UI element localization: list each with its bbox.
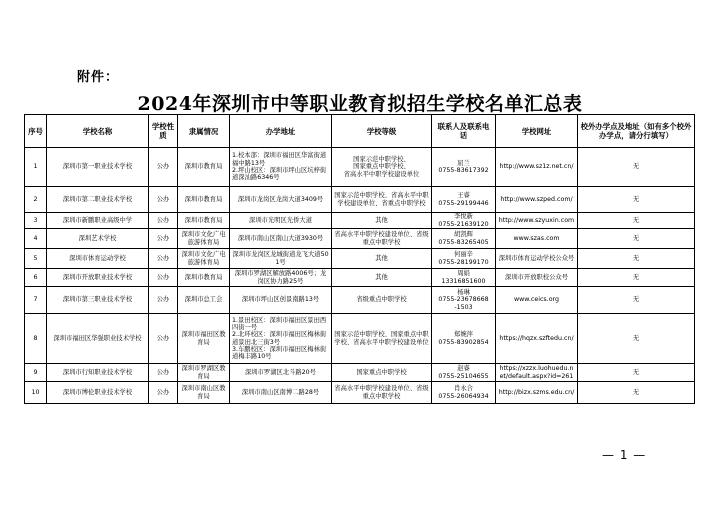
- school-level: 省高水平中职学校建设单位、省级重点中职学校: [332, 229, 432, 249]
- school-website[interactable]: www.ceics.org: [496, 287, 578, 314]
- school-nature: 公办: [149, 249, 178, 269]
- school-website[interactable]: http://www.szyuxin.com: [496, 213, 578, 229]
- school-website[interactable]: 深圳市体育运动学校公众号: [496, 249, 578, 269]
- school-address: 深圳市龙岗区龙岗大道3409号: [230, 187, 332, 213]
- school-address: 深圳市罗湖区北斗路20号: [230, 364, 332, 382]
- row-number: 9: [25, 364, 47, 382]
- table-row: [25, 269, 695, 287]
- affiliation: 深圳市南山区教育局: [178, 382, 230, 404]
- school-name: 深圳市新鹏职业高级中学: [47, 213, 149, 229]
- table-row: [25, 314, 695, 364]
- contact-info: 肖永合 0755-26064934: [432, 382, 496, 404]
- school-level: 国家示范中职学校、 国家重点中职学校、 省高水平中职学校建设单位: [332, 148, 432, 187]
- school-website[interactable]: http://bizx.szms.edu.cn/: [496, 382, 578, 404]
- row-number: 3: [25, 213, 47, 229]
- affiliation: 深圳市教育局: [178, 148, 230, 187]
- header-school-name: 学校名称: [47, 115, 149, 148]
- school-website[interactable]: http://www.sz1z.net.cn/: [496, 148, 578, 187]
- school-level: 其他: [332, 213, 432, 229]
- attachment-label: 附件：: [77, 70, 120, 85]
- row-number: 4: [25, 229, 47, 249]
- table-row: [25, 364, 695, 382]
- contact-info: 周娟 13316851600: [432, 269, 496, 287]
- contact-info: 屈兰 0755-83617392: [432, 148, 496, 187]
- offsite-location: 无: [578, 287, 695, 314]
- school-website[interactable]: www.szas.com: [496, 229, 578, 249]
- affiliation: 深圳市文化广电旅游体育局: [178, 229, 230, 249]
- school-level: 省高水平中职学校建设单位、省级重点中职学校: [332, 382, 432, 404]
- offsite-location: 无: [578, 314, 695, 364]
- school-name: 深圳艺术学校: [47, 229, 149, 249]
- table-row: [25, 148, 695, 187]
- contact-info: 王睿 0755-29199446: [432, 187, 496, 213]
- school-name: 深圳市行知职业技术学校: [47, 364, 149, 382]
- school-name: 深圳市体育运动学校: [47, 249, 149, 269]
- page-number: — 1 —: [602, 448, 647, 462]
- offsite-location: 无: [578, 249, 695, 269]
- contact-info: 郑婉萍 0755-83902854: [432, 314, 496, 364]
- school-address: 深圳市龙岗区龙城街道龙飞大道501号: [230, 249, 332, 269]
- school-nature: 公办: [149, 148, 178, 187]
- school-level: 省级重点中职学校: [332, 287, 432, 314]
- affiliation: 深圳市教育局: [178, 213, 230, 229]
- affiliation: 深圳市福田区教育局: [178, 314, 230, 364]
- school-name: 深圳市第三职业技术学校: [47, 287, 149, 314]
- school-nature: 公办: [149, 229, 178, 249]
- school-name: 深圳市第一职业技术学校: [47, 148, 149, 187]
- header-website: 学校网址: [496, 115, 578, 148]
- school-name: 深圳市福田区华强职业技术学校: [47, 314, 149, 364]
- school-website[interactable]: https://xzzx.luohuedu.net/default.aspx?id=261: [496, 364, 578, 382]
- contact-info: 何丽辛 0755-28199170: [432, 249, 496, 269]
- contact-info: 胡凯辉 0755-83265405: [432, 229, 496, 249]
- table-body: [25, 148, 695, 404]
- row-number: 5: [25, 249, 47, 269]
- school-website[interactable]: http://www.szped.com/: [496, 187, 578, 213]
- row-number: 6: [25, 269, 47, 287]
- header-offsite: 校外办学点及地址（如有多个校外办学点，请分行填写）: [578, 115, 695, 148]
- table-row: [25, 187, 695, 213]
- school-level: 其他: [332, 269, 432, 287]
- row-number: 10: [25, 382, 47, 404]
- table-row: [25, 213, 695, 229]
- row-number: 1: [25, 148, 47, 187]
- offsite-location: 无: [578, 213, 695, 229]
- school-nature: 公办: [149, 382, 178, 404]
- contact-info: 赵睿 0755-25104655: [432, 364, 496, 382]
- offsite-location: 无: [578, 187, 695, 213]
- header-level: 学校等级: [332, 115, 432, 148]
- affiliation: 深圳市教育局: [178, 269, 230, 287]
- affiliation: 深圳市罗湖区教育局: [178, 364, 230, 382]
- school-address: 1.校本部：深圳市福田区华富街道福中路13号 2.坪山校区：深圳市坪山区坑梓街道深汕路6346号: [230, 148, 332, 187]
- table-row: [25, 229, 695, 249]
- school-address: 深圳市罗湖区解放路4006号；龙岗区协力路25号: [230, 269, 332, 287]
- school-name: 深圳市开放职业技术学校: [47, 269, 149, 287]
- school-address: 深圳市南山区南山大道3930号: [230, 229, 332, 249]
- school-list-table: [24, 114, 695, 404]
- school-level: 国家重点中职学校: [332, 364, 432, 382]
- school-nature: 公办: [149, 213, 178, 229]
- school-name: 深圳市第二职业技术学校: [47, 187, 149, 213]
- contact-info: 李悦新 0755-21639120: [432, 213, 496, 229]
- school-nature: 公办: [149, 314, 178, 364]
- table-header-row: [25, 115, 695, 148]
- affiliation: 深圳市文化广电旅游体育局: [178, 249, 230, 269]
- school-nature: 公办: [149, 269, 178, 287]
- offsite-location: 无: [578, 269, 695, 287]
- school-level: 国家示范中职学校、国家重点中职学校、省高水平中职学校建设单位: [332, 314, 432, 364]
- offsite-location: 无: [578, 148, 695, 187]
- header-contact: 联系人及联系电话: [432, 115, 496, 148]
- offsite-location: 无: [578, 382, 695, 404]
- school-nature: 公办: [149, 364, 178, 382]
- school-website[interactable]: https://hqzx.szftedu.cn/: [496, 314, 578, 364]
- document-title: 2024年深圳市中等职业教育拟招生学校名单汇总表: [137, 93, 583, 115]
- header-affiliation: 隶属情况: [178, 115, 230, 148]
- offsite-location: 无: [578, 229, 695, 249]
- school-address: 1.景田校区：深圳市福田区景田西四街一号 2.北环校区：深圳市福田区梅林街道景田北三街3号 3.车鹏校区：深圳市福田区梅林街道梅丰路10号: [230, 314, 332, 364]
- school-name: 深圳市博伦职业技术学校: [47, 382, 149, 404]
- school-website[interactable]: 深圳市开放职校公众号: [496, 269, 578, 287]
- affiliation: 深圳市总工会: [178, 287, 230, 314]
- table-row: [25, 287, 695, 314]
- row-number: 8: [25, 314, 47, 364]
- school-level: 其他: [332, 249, 432, 269]
- table-row: [25, 249, 695, 269]
- school-level: 国家示范中职学校、省高水平中职学校建设单位、省重点中职学校: [332, 187, 432, 213]
- header-address: 办学地址: [230, 115, 332, 148]
- school-address: 深圳市光明区光侨大道: [230, 213, 332, 229]
- contact-info: 杨琳 0755-23678668 -1503: [432, 287, 496, 314]
- table-row: [25, 382, 695, 404]
- header-nature: 学校性质: [149, 115, 178, 148]
- school-address: 深圳市南山区南博二路28号: [230, 382, 332, 404]
- row-number: 2: [25, 187, 47, 213]
- header-no: 序号: [25, 115, 47, 148]
- affiliation: 深圳市教育局: [178, 187, 230, 213]
- offsite-location: 无: [578, 364, 695, 382]
- row-number: 7: [25, 287, 47, 314]
- school-nature: 公办: [149, 287, 178, 314]
- school-nature: 公办: [149, 187, 178, 213]
- school-address: 深圳市坪山区创景南路13号: [230, 287, 332, 314]
